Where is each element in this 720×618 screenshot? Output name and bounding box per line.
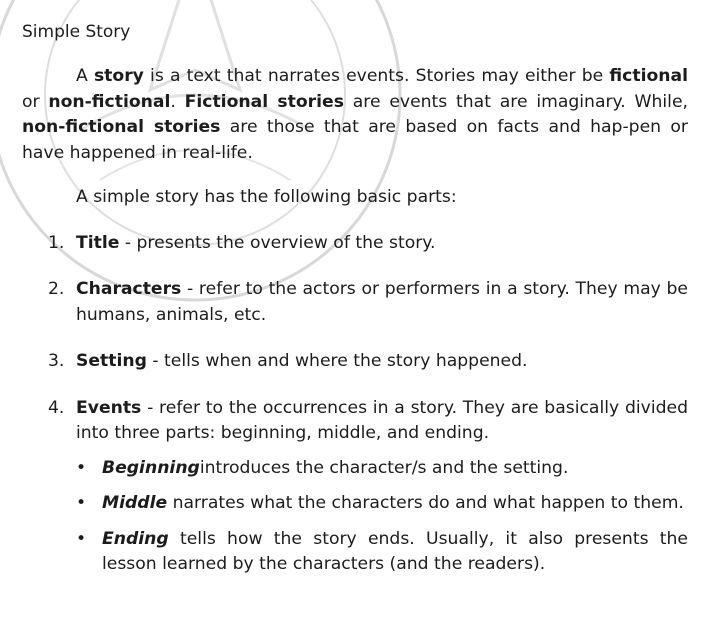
event-description: introduces the character/s and the setting. <box>199 457 569 478</box>
term-non-fictional-stories: non-fictional stories <box>22 117 221 137</box>
list-item <box>76 456 688 482</box>
part-term: Events <box>76 397 142 418</box>
event-term: Beginning <box>102 457 200 478</box>
list-item <box>76 527 688 578</box>
list-item <box>22 349 688 375</box>
bullet: • <box>76 493 87 513</box>
text: is a text that narrates events. Stories may either be <box>143 66 610 86</box>
section-heading: Simple Story <box>22 22 131 42</box>
part-term: Title <box>76 232 120 253</box>
event-description: tells how the story ends. Usually, it also presents the lesson learned by the characters (and the readers). <box>102 528 688 574</box>
list-item <box>22 396 688 578</box>
part-description: - refer to the actors or performers in a story. They may be humans, animals, etc. <box>76 279 688 325</box>
document-page <box>22 20 688 578</box>
text: A <box>76 66 94 86</box>
list-number: 3. <box>48 351 65 371</box>
part-description: - refer to the occurrences in a story. They are basically divided into three parts: beginning, middle, and ending. <box>76 397 688 443</box>
list-item <box>22 231 688 257</box>
story-parts-list <box>22 231 688 578</box>
list-item <box>22 277 688 328</box>
bullet: • <box>76 457 87 478</box>
term-fictional: fictional <box>609 66 688 86</box>
text: or <box>22 91 49 112</box>
list-item <box>76 491 688 517</box>
part-description: - presents the overview of the story. <box>119 232 436 253</box>
list-number: 1. <box>48 232 65 253</box>
part-description: - tells when and where the story happened. <box>146 351 528 371</box>
text: . <box>170 91 185 112</box>
event-term: Ending <box>102 528 169 549</box>
term-story: story <box>93 66 144 86</box>
parts-intro: A simple story has the following basic parts: <box>76 187 457 207</box>
bullet: • <box>76 528 87 549</box>
list-number: 2. <box>48 279 65 299</box>
list-number: 4. <box>48 397 65 418</box>
definition-paragraph <box>22 64 688 166</box>
event-term: Middle <box>102 493 168 513</box>
event-parts-list <box>76 456 688 578</box>
text: are events that are imaginary. While, <box>343 91 688 112</box>
text: are those that are based on facts and hap-pen or have happened in real-life. <box>22 117 688 163</box>
term-non-fictional: non-fictional <box>48 91 171 112</box>
part-term: Setting <box>76 351 147 371</box>
term-fictional-stories: Fictional stories <box>184 91 344 112</box>
part-term: Characters <box>76 279 182 299</box>
event-description: narrates what the characters do and what happen to them. <box>167 493 684 513</box>
